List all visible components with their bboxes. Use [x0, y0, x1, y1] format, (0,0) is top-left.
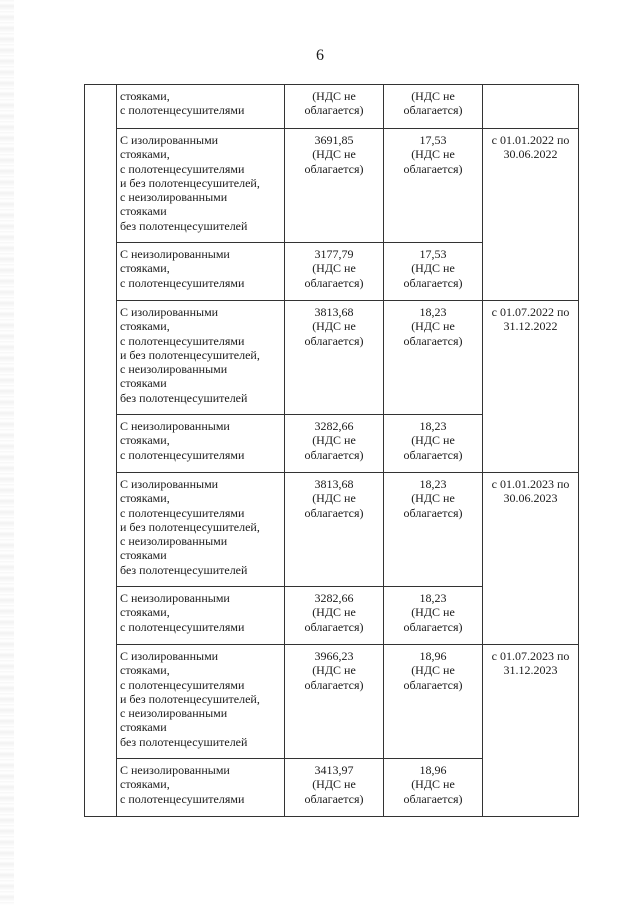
vat-note: облагается): [304, 447, 364, 462]
vat-note: (НДС не: [312, 663, 356, 678]
description-line: с полотенцесушителями: [120, 103, 245, 118]
description-cell: [117, 587, 285, 645]
description-line: стояками,: [120, 147, 170, 162]
description-line: С изолированными: [120, 305, 219, 319]
vat-note: облагается): [304, 791, 364, 806]
description-cell: [117, 243, 285, 301]
tariff-value-cell: [285, 415, 384, 473]
description-cell: [117, 129, 285, 243]
table-row: [85, 85, 579, 129]
vat-note: облагается): [304, 505, 364, 520]
vat-note: (НДС не: [411, 147, 455, 162]
vat-note: облагается): [403, 505, 463, 520]
tariff-value: 3177,79: [314, 247, 354, 261]
description-line: с полотенцесушителями: [120, 333, 245, 348]
vat-note: (НДС не: [312, 147, 356, 162]
description-line: с полотенцесушителями: [120, 275, 245, 290]
tariff-value-cell: [285, 85, 384, 129]
vat-note: (НДС не: [411, 433, 455, 448]
description-cell: [117, 415, 285, 473]
table-row: [85, 301, 579, 415]
row-number-cell: [85, 85, 117, 817]
description-cell: [117, 759, 285, 817]
description-line: с полотенцесушителями: [120, 447, 245, 462]
description-line: стояками: [120, 204, 167, 219]
tariff-value: 3813,68: [314, 477, 354, 491]
period-cell: [483, 85, 579, 129]
rate-value: 18,23: [419, 305, 447, 319]
tariff-value-cell: [285, 473, 384, 587]
scan-edge-artifact: [0, 0, 14, 905]
description-line: с неизолированными: [120, 362, 228, 377]
description-line: с неизолированными: [120, 706, 228, 721]
rate-cell: [384, 759, 483, 817]
description-line: с полотенцесушителями: [120, 505, 245, 520]
vat-note: (НДС не: [312, 261, 356, 276]
tariff-value: 3413,97: [314, 763, 354, 777]
vat-note: (НДС не: [312, 319, 356, 334]
rate-cell: [384, 129, 483, 243]
description-line: без полотенцесушителей: [120, 562, 248, 577]
rate-value: 18,23: [419, 477, 447, 491]
description-line: С неизолированными: [120, 763, 230, 777]
description-line: стояками,: [120, 663, 170, 678]
vat-note: (НДС не: [411, 89, 455, 103]
period-cell: [483, 129, 579, 301]
period-text: с 01.07.2023 по 31.12.2023: [491, 649, 570, 678]
description-line: стояками: [120, 720, 167, 735]
vat-note: облагается): [403, 447, 463, 462]
description-line: с полотенцесушителями: [120, 791, 245, 806]
table-row: [85, 473, 579, 587]
description-line: стояками,: [120, 261, 170, 276]
description-line: стояками,: [120, 777, 170, 792]
rate-value: 18,23: [419, 419, 447, 433]
vat-note: (НДС не: [411, 605, 455, 620]
tariff-value: 3282,66: [314, 419, 354, 433]
description-line: стояками: [120, 376, 167, 391]
description-line: С неизолированными: [120, 419, 230, 433]
vat-note: облагается): [304, 677, 364, 692]
description-line: с неизолированными: [120, 534, 228, 549]
description-line: стояками,: [120, 89, 170, 103]
rate-cell: [384, 473, 483, 587]
tariff-value-cell: [285, 301, 384, 415]
vat-note: (НДС не: [312, 777, 356, 792]
vat-note: облагается): [304, 275, 364, 290]
rate-value: 18,96: [419, 649, 447, 663]
vat-note: облагается): [403, 103, 463, 118]
vat-note: облагается): [403, 619, 463, 634]
tariff-value-cell: [285, 645, 384, 759]
vat-note: облагается): [304, 619, 364, 634]
description-line: С изолированными: [120, 133, 219, 147]
description-cell: [117, 85, 285, 129]
table-row: [85, 645, 579, 759]
vat-note: (НДС не: [411, 777, 455, 792]
tariff-value: 3691,85: [314, 133, 354, 147]
vat-note: (НДС не: [312, 89, 356, 103]
period-cell: [483, 473, 579, 645]
description-line: С неизолированными: [120, 247, 230, 261]
tariff-value-cell: [285, 759, 384, 817]
description-cell: [117, 473, 285, 587]
description-line: стояками,: [120, 433, 170, 448]
rate-cell: [384, 645, 483, 759]
vat-note: облагается): [304, 161, 364, 176]
tariff-table: [84, 84, 579, 817]
vat-note: облагается): [403, 677, 463, 692]
vat-note: (НДС не: [411, 663, 455, 678]
description-line: с полотенцесушителями: [120, 161, 245, 176]
vat-note: (НДС не: [312, 433, 356, 448]
vat-note: облагается): [403, 161, 463, 176]
description-line: стояками,: [120, 491, 170, 506]
description-line: и без полотенцесушителей,: [120, 691, 260, 706]
tariff-value-cell: [285, 129, 384, 243]
period-cell: [483, 301, 579, 473]
description-line: С изолированными: [120, 649, 219, 663]
description-line: и без полотенцесушителей,: [120, 175, 260, 190]
vat-note: облагается): [403, 333, 463, 348]
tariff-value: 3966,23: [314, 649, 354, 663]
rate-cell: [384, 415, 483, 473]
tariff-value: 3282,66: [314, 591, 354, 605]
page-number: 6: [316, 47, 324, 64]
rate-cell: [384, 85, 483, 129]
description-line: без полотенцесушителей: [120, 734, 248, 749]
rate-value: 18,96: [419, 763, 447, 777]
tariff-value: 3813,68: [314, 305, 354, 319]
table-row: [85, 129, 579, 243]
vat-note: облагается): [304, 333, 364, 348]
tariff-value-cell: [285, 587, 384, 645]
vat-note: облагается): [304, 103, 364, 118]
vat-note: (НДС не: [411, 261, 455, 276]
rate-value: 17,53: [419, 133, 447, 147]
description-line: с полотенцесушителями: [120, 677, 245, 692]
tariff-value-cell: [285, 243, 384, 301]
period-text: с 01.01.2022 по 30.06.2022: [491, 133, 570, 162]
period-cell: [483, 645, 579, 817]
description-line: стояками,: [120, 605, 170, 620]
description-line: С неизолированными: [120, 591, 230, 605]
description-cell: [117, 645, 285, 759]
vat-note: (НДС не: [312, 491, 356, 506]
description-line: без полотенцесушителей: [120, 390, 248, 405]
period-text: с 01.01.2023 по 30.06.2023: [491, 477, 570, 506]
description-line: стояками: [120, 548, 167, 563]
description-line: С изолированными: [120, 477, 219, 491]
vat-note: облагается): [403, 275, 463, 290]
rate-cell: [384, 243, 483, 301]
rate-cell: [384, 301, 483, 415]
rate-value: 18,23: [419, 591, 447, 605]
description-line: с полотенцесушителями: [120, 619, 245, 634]
vat-note: (НДС не: [411, 491, 455, 506]
rate-value: 17,53: [419, 247, 447, 261]
description-cell: [117, 301, 285, 415]
description-line: без полотенцесушителей: [120, 218, 248, 233]
description-line: и без полотенцесушителей,: [120, 519, 260, 534]
period-text: с 01.07.2022 по 31.12.2022: [491, 305, 570, 334]
description-line: стояками,: [120, 319, 170, 334]
description-line: с неизолированными: [120, 190, 228, 205]
vat-note: (НДС не: [411, 319, 455, 334]
rate-cell: [384, 587, 483, 645]
vat-note: облагается): [403, 791, 463, 806]
vat-note: (НДС не: [312, 605, 356, 620]
description-line: и без полотенцесушителей,: [120, 347, 260, 362]
